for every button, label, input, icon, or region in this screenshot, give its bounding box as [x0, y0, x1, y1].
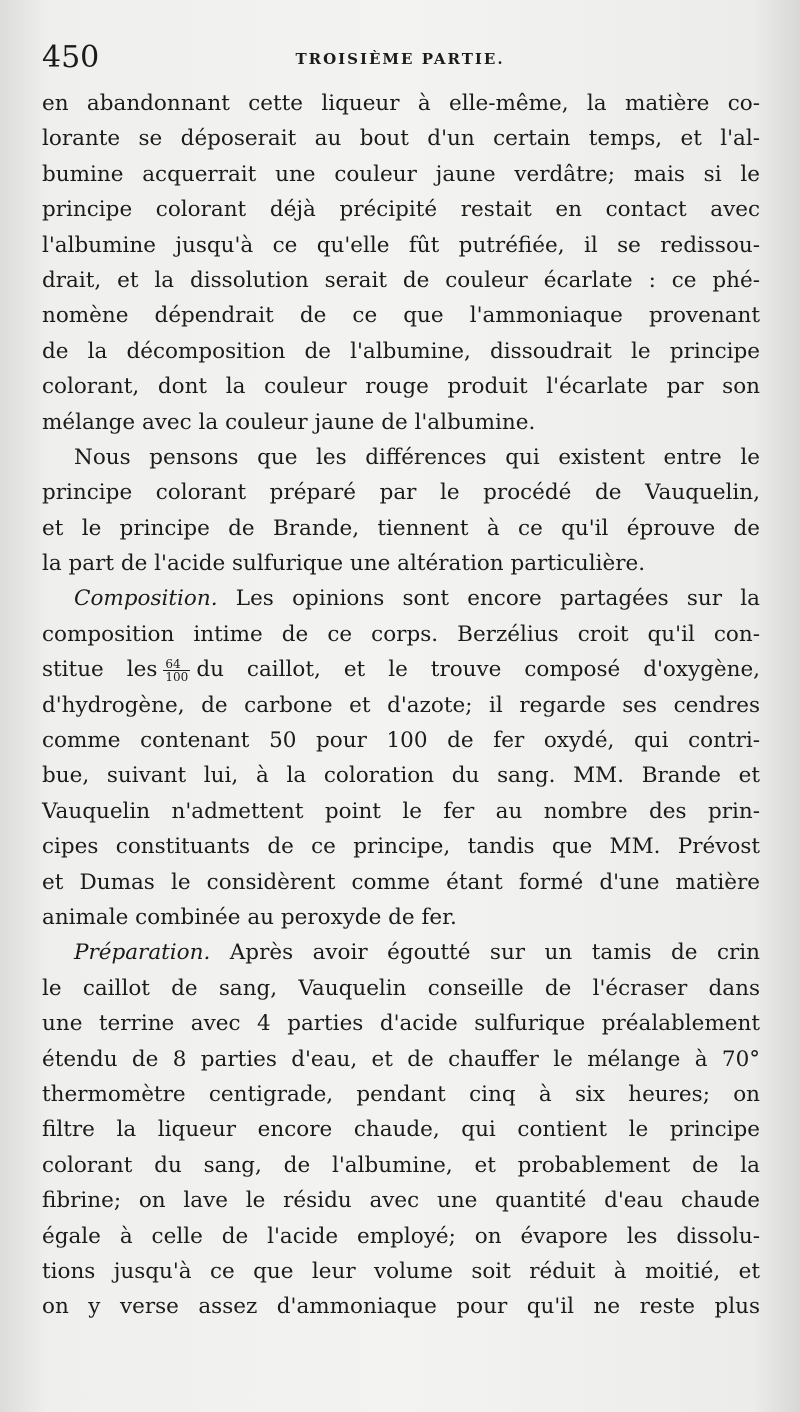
text-line: tions jusqu'à ce que leur volume soit réduit à moitié, et	[42, 1258, 760, 1284]
text-run: stitue les	[42, 657, 158, 683]
composition-heading: Composition.	[74, 586, 218, 612]
text-line: et le principe de Brande, tiennent à ce qu'il éprouve de	[42, 515, 760, 541]
text-line: mélange avec la couleur jaune de l'albumine.	[42, 409, 536, 435]
text-line: filtre la liqueur encore chaude, qui contient le principe	[42, 1117, 760, 1143]
text-line: animale combinée au peroxyde de fer.	[42, 904, 457, 930]
text-line: drait, et la dissolution serait de couleur écarlate : ce phé-	[42, 267, 760, 293]
text-line: on y verse assez d'ammoniaque pour qu'il ne reste plus	[42, 1294, 760, 1320]
text-line: thermomètre centigrade, pendant cinq à six heures; on	[42, 1081, 760, 1107]
text-line: étendu de 8 parties d'eau, et de chauffer le mélange à 70°	[42, 1046, 760, 1072]
text-line: lorante se déposerait au bout d'un certain temps, et l'al-	[42, 126, 760, 152]
text-line: bumine acquerrait une couleur jaune verdâtre; mais si le	[42, 161, 760, 187]
body-text	[42, 86, 760, 1325]
text-run: Après avoir égoutté sur un tamis de crin	[210, 940, 760, 966]
text-line: Nous pensons que les différences qui existent entre le	[74, 444, 760, 470]
text-line: la part de l'acide sulfurique une altération particulière.	[42, 551, 646, 577]
text-line: et Dumas le considèrent comme étant formé d'une matière	[42, 869, 760, 895]
text-line: l'albumine jusqu'à ce qu'elle fût putréfiée, il se redissou-	[42, 232, 760, 258]
text-line: le caillot de sang, Vauquelin conseille de l'écraser dans	[42, 975, 760, 1001]
text-line: principe colorant préparé par le procédé de Vauquelin,	[42, 480, 760, 506]
fraction-line	[42, 652, 760, 687]
text-run: Les opinions sont encore partagées sur la	[217, 586, 760, 612]
text-line: fibrine; on lave le résidu avec une quantité d'eau chaude	[42, 1188, 760, 1214]
page-header	[42, 38, 758, 78]
text-line: comme contenant 50 pour 100 de fer oxydé, qui contri-	[42, 728, 760, 754]
text-line: nomène dépendrait de ce que l'ammoniaque provenant	[42, 303, 760, 329]
text-run: du caillot, et le trouve composé d'oxygène,	[196, 657, 760, 683]
preparation-first-line	[42, 935, 760, 970]
fraction	[163, 658, 190, 683]
preparation-heading: Préparation.	[74, 940, 211, 966]
fraction-denominator: 100	[165, 669, 189, 684]
composition-first-line	[42, 581, 760, 616]
text-line: cipes constituants de ce principe, tandis que MM. Prévost	[42, 834, 760, 860]
text-line: principe colorant déjà précipité restait en contact avec	[42, 197, 760, 223]
text-line: Vauquelin n'admettent point le fer au nombre des prin-	[42, 798, 760, 824]
text-line: d'hydrogène, de carbone et d'azote; il regarde ses cendres	[42, 692, 760, 718]
text-line: de la décomposition de l'albumine, dissoudrait le principe	[42, 338, 760, 364]
text-line: colorant du sang, de l'albumine, et probablement de la	[42, 1152, 760, 1178]
text-line: bue, suivant lui, à la coloration du sang. MM. Brande et	[42, 763, 760, 789]
text-line: une terrine avec 4 parties d'acide sulfurique préalablement	[42, 1011, 760, 1037]
fraction-numerator: 64	[163, 658, 190, 671]
text-line: composition intime de ce corps. Berzélius croit qu'il con-	[42, 621, 760, 647]
text-line: égale à celle de l'acide employé; on évapore les dissolu-	[42, 1223, 760, 1249]
page-number: 450	[42, 40, 100, 75]
text-line: colorant, dont la couleur rouge produit l'écarlate par son	[42, 374, 760, 400]
running-head: TROISIÈME PARTIE.	[295, 50, 505, 68]
text-line: en abandonnant cette liqueur à elle-même, la matière co-	[42, 91, 760, 116]
